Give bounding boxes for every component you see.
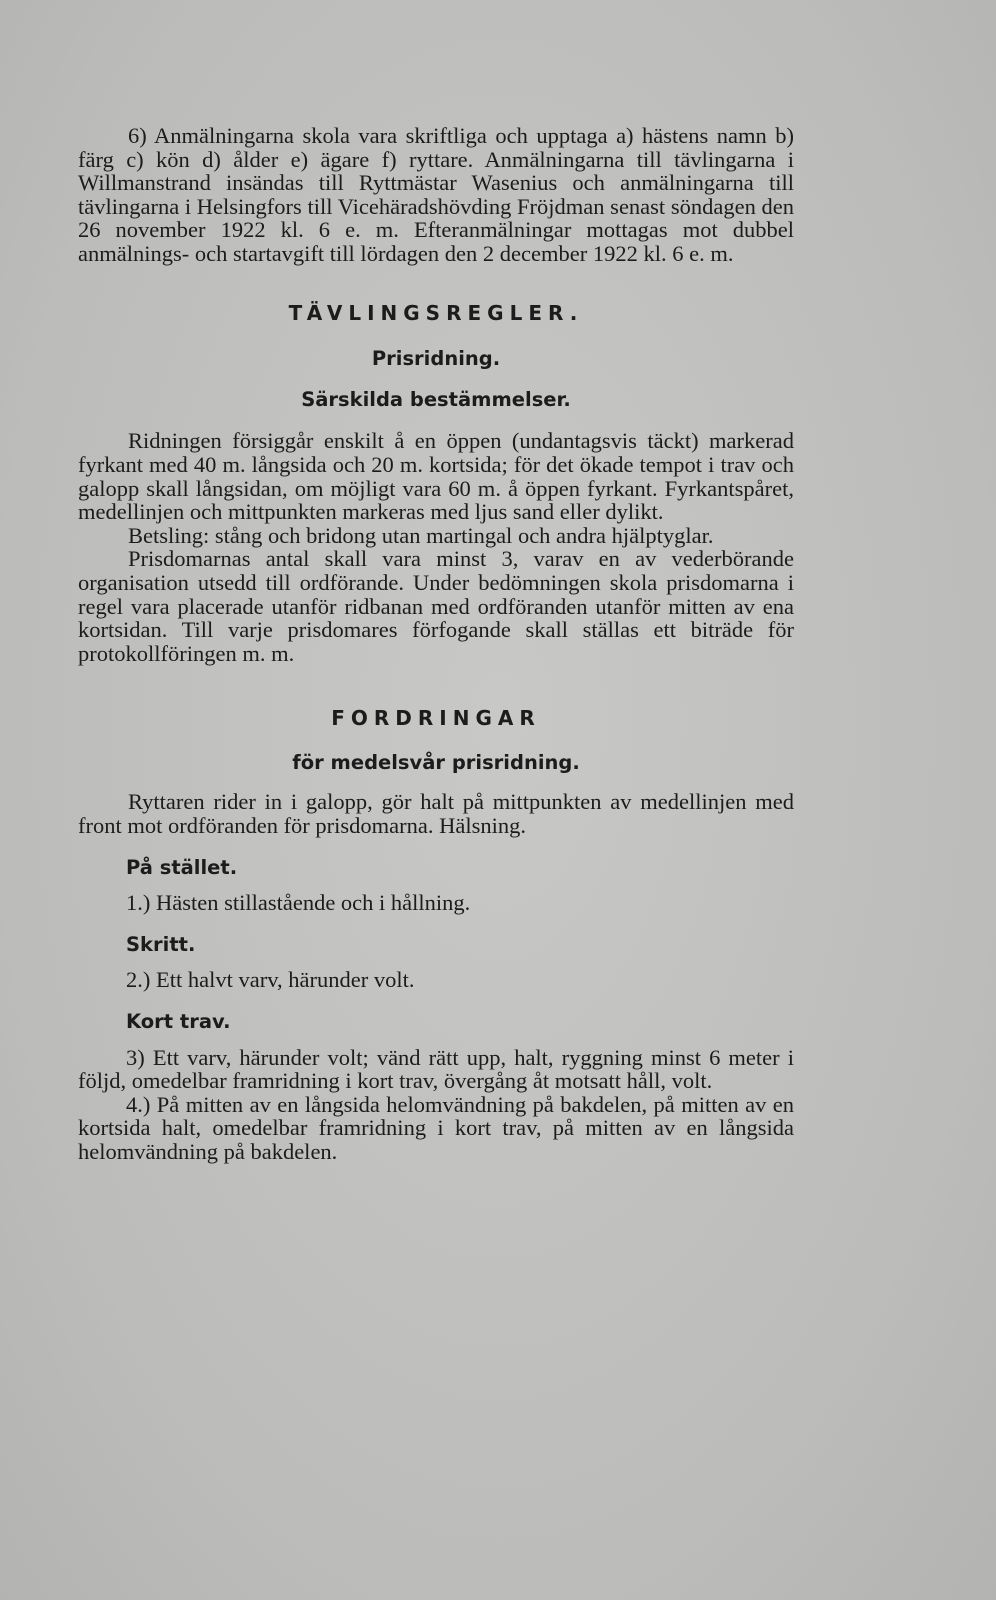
subheading-prize-riding: Prisridning. — [371, 347, 501, 371]
section-standstill: På stället. — [126, 855, 238, 879]
exercise-3: 3) Ett varv, härunder volt; vänd rätt upp, halt, ryggning minst 6 meter i följd, omedelbar framridning i kort trav, övergång åt motsatt håll, volt. — [78, 1044, 794, 1094]
exercise-4: 4.) På mitten av en långsida helomvändning på bakdelen, på mitten av en kortsida halt, omedelbar framridning i kort trav, på mitten av en långsida helomvändning på bakdelen. — [78, 1091, 794, 1164]
registration-paragraph: 6) Anmälningarna skola vara skriftliga och upptaga a) hästens namn b) färg c) kön d) ålder e) ägare f) ryttare. Anmälningarna till tävlingarna i Willmanstrand insändas till Ryttmästar Wasenius och anmälningarna till tävlingarna i Helsingfors till Vicehäradshövding Fröjdman senast söndagen den 26 november 1922 kl. 6 e. m. Efteranmälningar mottagas mot dubbel anmälnings- och startavgift till lördagen den 2 december 1922 kl. 6 e. m. — [78, 123, 794, 266]
subheading-special-rules: Särskilda bestämmelser. — [301, 387, 571, 411]
entry-paragraph: Ryttaren rider in i galopp, gör halt på mittpunkten av medellinjen med front mot ordföranden för prisdomarna. Hälsning. — [78, 789, 794, 839]
exercise-1: 1.) Hästen stillastående och i hållning. — [126, 890, 471, 916]
heading-competition-rules: TÄVLINGSREGLER. — [288, 300, 584, 325]
text-column — [78, 124, 794, 1164]
exercise-2: 2.) Ett halvt varv, härunder volt. — [126, 967, 415, 993]
judges-paragraph: Prisdomarnas antal skall vara minst 3, varav en av vederbörande organisation utsedd till ordförande. Under bedömningen skola prisdomarna i regel vara placerade utanför ridbanan med ordföranden utanför mitten av ena kortsidan. Till varje prisdomares förfogande skall ställas ett biträde för protokollföringen m. m. — [78, 546, 794, 666]
arena-paragraph: Ridningen försiggår enskilt å en öppen (undantagsvis täckt) markerad fyrkant med 40 m. långsida och 20 m. kortsida; för det ökade tempot i trav och galopp skall långsidan, om möjligt vara 60 m. å öppen fyrkant. Fyrkantspåret, medellinjen och mittpunkten markeras med ljus sand eller dylikt. — [78, 428, 794, 525]
subheading-medium-riding: för medelsvår prisridning. — [292, 750, 580, 774]
bridle-paragraph: Betsling: stång och bridong utan martingal och andra hjälptyglar. — [128, 522, 714, 548]
heading-requirements: FORDRINGAR — [331, 706, 541, 731]
section-walk: Skritt. — [126, 932, 196, 956]
section-short-trot: Kort trav. — [126, 1010, 231, 1034]
